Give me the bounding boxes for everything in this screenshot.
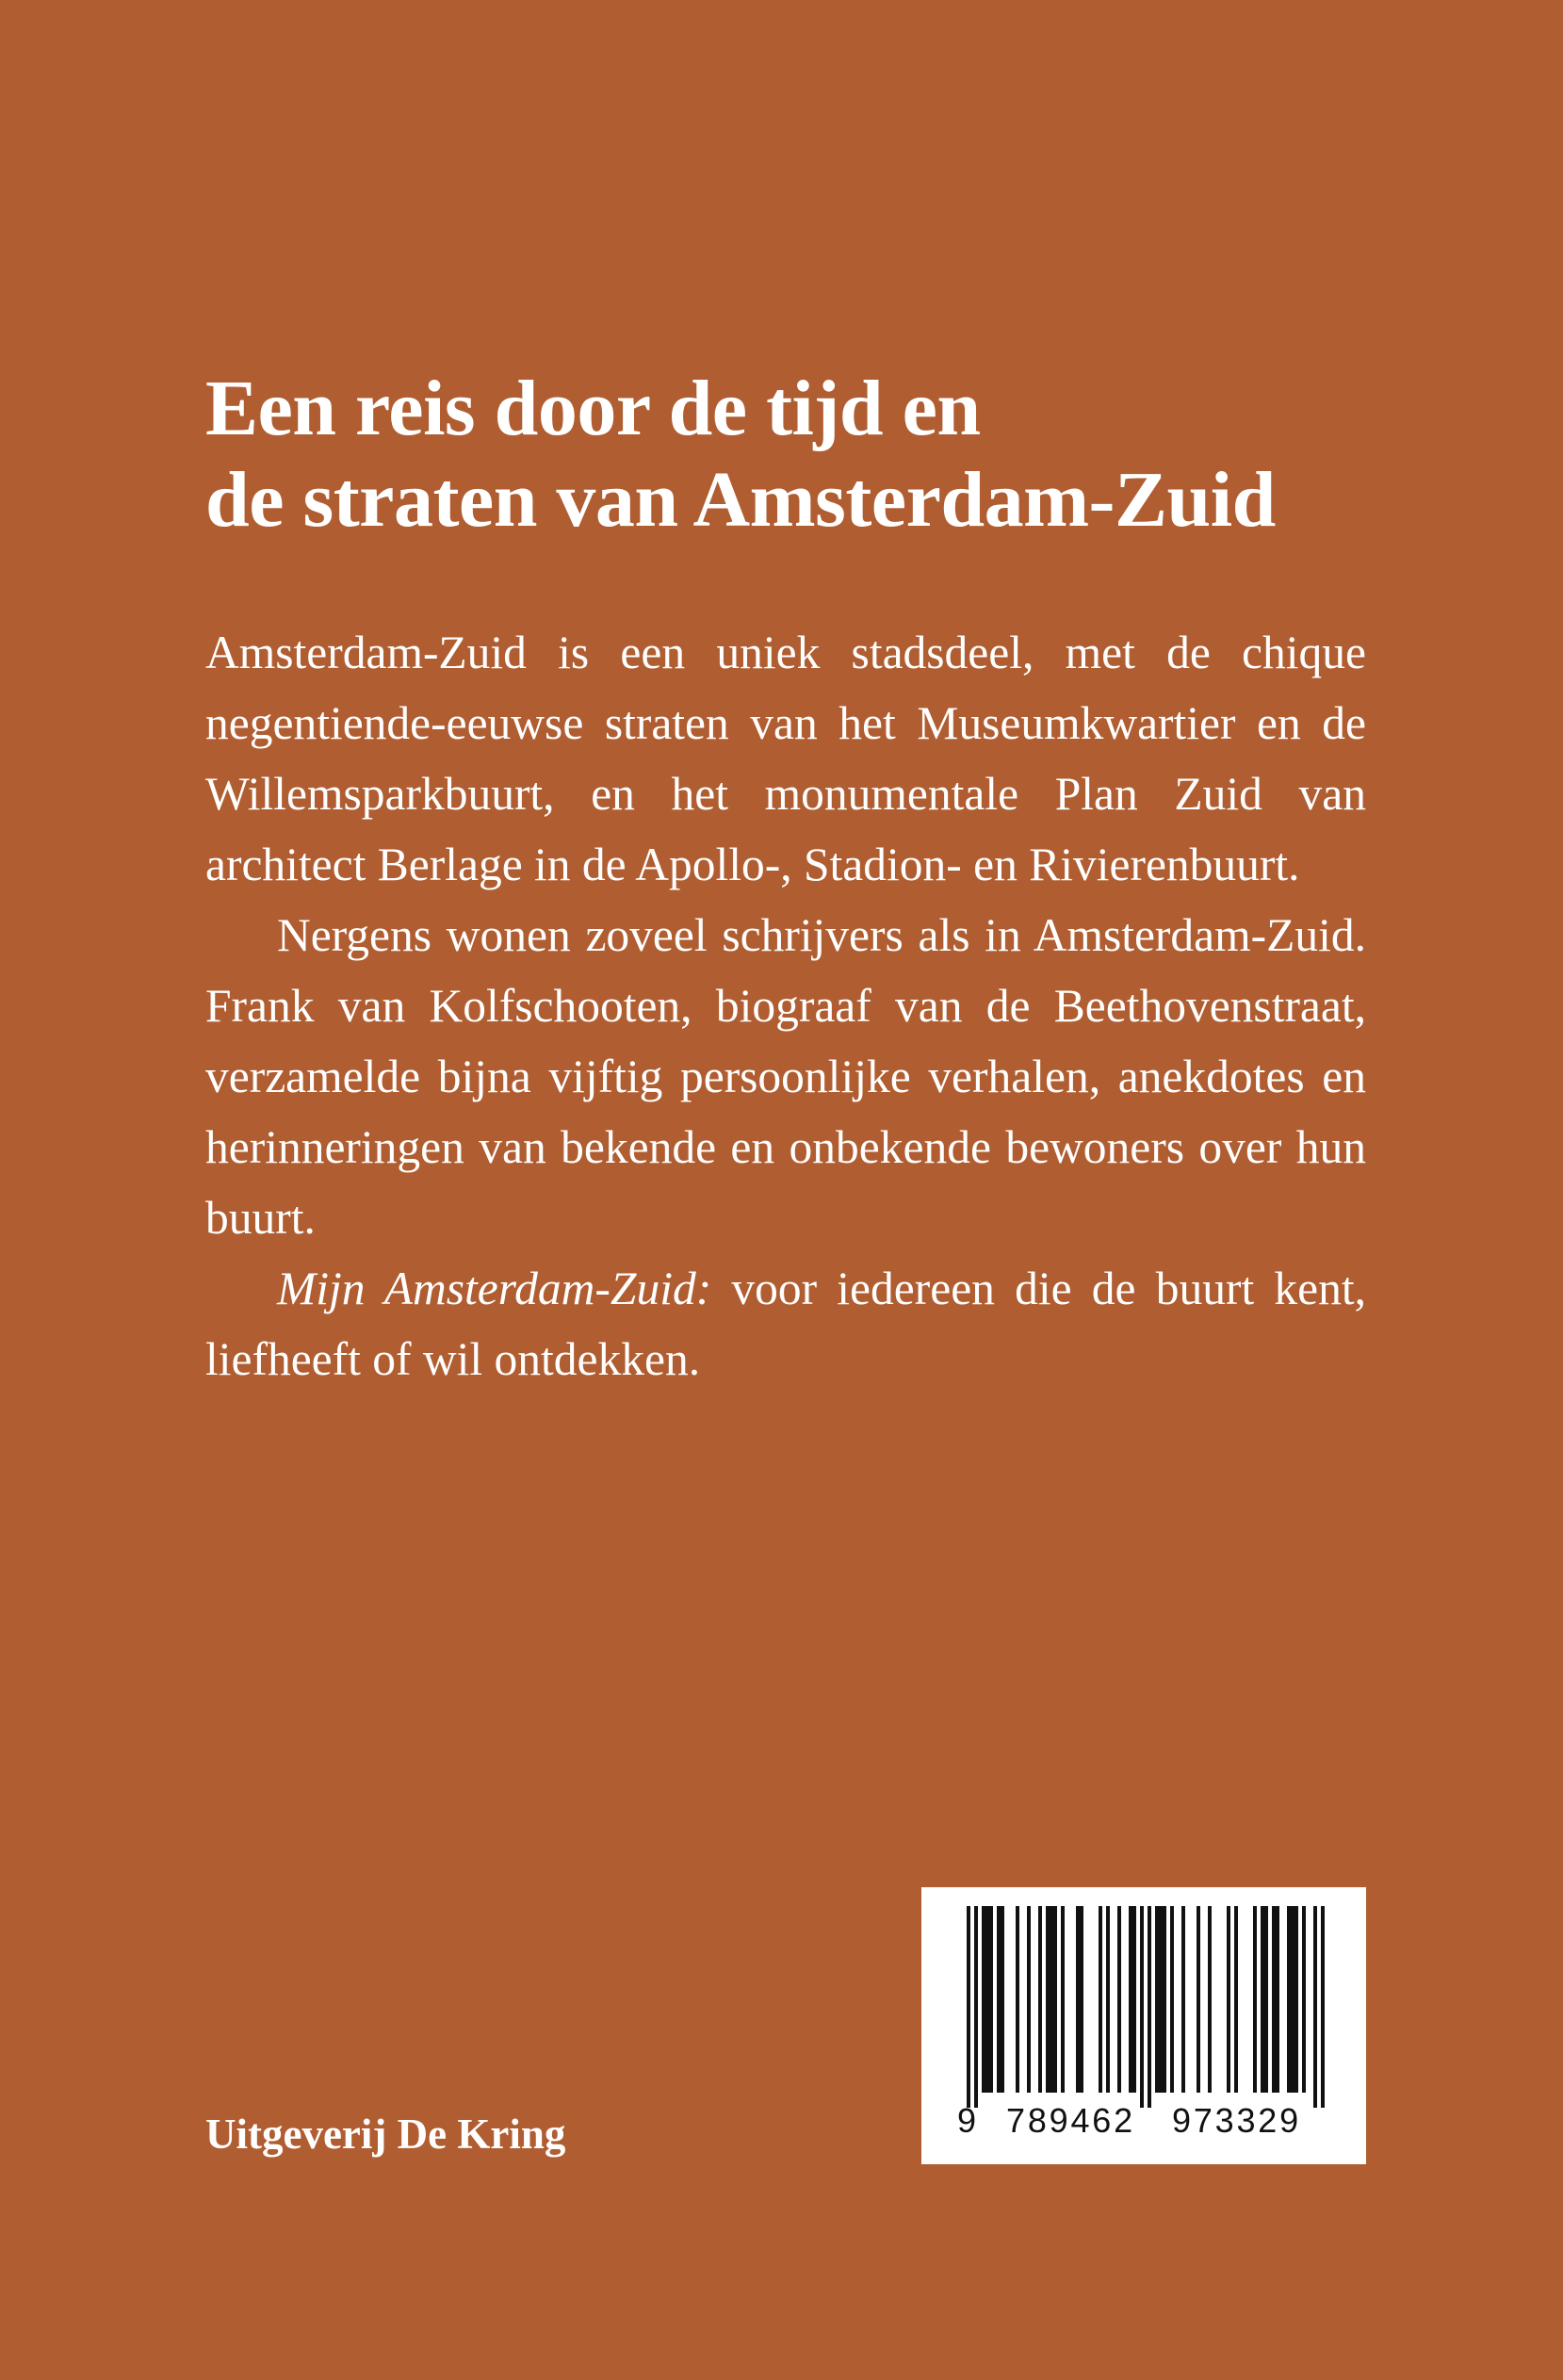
barcode-bar	[1291, 1906, 1294, 2093]
barcode-bar	[1061, 1906, 1065, 2093]
barcode-bar	[1106, 1906, 1110, 2093]
barcode-bar	[1272, 1906, 1276, 2093]
barcode-bar	[1155, 1906, 1159, 2093]
barcode-bar	[1053, 1906, 1057, 2093]
barcode-bar	[1287, 1906, 1291, 2093]
barcode-bar	[985, 1906, 989, 2093]
headline-line-2: de straten van Amsterdam-Zuid	[205, 456, 1276, 544]
barcode-bar	[974, 1906, 978, 2108]
barcode-bar	[1038, 1906, 1042, 2093]
barcode-bar	[989, 1906, 993, 2093]
barcode-bar	[1208, 1906, 1212, 2093]
blurb-paragraph-2: Nergens wonen zoveel schrijvers als in Amsterdam-Zuid. Frank van Kolfschooten, biograaf van de Beethovenstraat, verzamelde bijna vijftig persoonlijke verhalen, anekdotes en herinneringen van bekende en onbekende bewoners over hun buurt.	[205, 909, 1366, 1244]
barcode-bar	[1170, 1906, 1174, 2093]
barcode-bar	[1261, 1906, 1264, 2093]
barcode-right-group: 973329	[1172, 2101, 1301, 2140]
barcode-bar	[1302, 1906, 1306, 2093]
barcode-bar	[1132, 1906, 1136, 2093]
headline-line-1: Een reis door de tijd en	[205, 365, 981, 452]
barcode-bar	[1227, 1906, 1230, 2093]
barcode-bar	[1264, 1906, 1268, 2093]
barcode-bar	[1148, 1906, 1151, 2108]
barcode-bar	[1234, 1906, 1238, 2093]
barcode-panel	[921, 1887, 1366, 2164]
blurb-paragraph-1: Amsterdam-Zuid is een uniek stadsdeel, met de chique negentiende-eeuwse straten van het Museumkwartier en de Willemsparkbuurt, en het monumentale Plan Zuid van architect Berlage in de Apollo-, Stadion- en Rivierenbuurt.	[205, 627, 1366, 890]
barcode-bar	[982, 1906, 985, 2093]
barcode-bar	[1080, 1906, 1083, 2093]
barcode-bar	[1001, 1906, 1004, 2093]
barcode-bar	[1276, 1906, 1279, 2093]
barcode-bar	[1099, 1906, 1102, 2093]
barcode-bar	[1076, 1906, 1080, 2093]
barcode-icon	[952, 1906, 1336, 2110]
headline	[205, 363, 1374, 546]
barcode-bar	[1050, 1906, 1053, 2093]
barcode-bar	[997, 1906, 1001, 2093]
barcode-digits	[921, 2099, 1366, 2143]
blurb-text	[205, 617, 1366, 1394]
barcode-first-digit: 9	[957, 2101, 977, 2140]
barcode-bar	[1027, 1906, 1031, 2093]
barcode-bar	[1140, 1906, 1144, 2108]
barcode-bar	[1253, 1906, 1257, 2093]
book-title-italic: Mijn Amsterdam-Zuid:	[277, 1263, 712, 1314]
barcode-left-group: 789462	[1006, 2101, 1135, 2140]
blurb-paragraph-3-text: voor iedereen die de buurt kent, liefheeft of wil ontdekken.	[205, 1263, 1366, 1385]
barcode-bar	[1159, 1906, 1163, 2093]
blurb-paragraph-3	[205, 1253, 1366, 1394]
barcode-bar	[1313, 1906, 1317, 2108]
barcode-bar	[1294, 1906, 1298, 2093]
publisher-name: Uitgeverij De Kring	[205, 2111, 566, 2158]
barcode-bar	[967, 1906, 970, 2108]
barcode-bar	[1117, 1906, 1121, 2093]
barcode-bar	[1197, 1906, 1200, 2093]
barcode-bar	[1129, 1906, 1132, 2093]
barcode-bar	[1181, 1906, 1185, 2093]
barcode-bar	[1046, 1906, 1050, 2093]
barcode-bar	[1321, 1906, 1325, 2108]
barcode-bar	[1016, 1906, 1019, 2093]
barcode-bar	[1163, 1906, 1166, 2093]
